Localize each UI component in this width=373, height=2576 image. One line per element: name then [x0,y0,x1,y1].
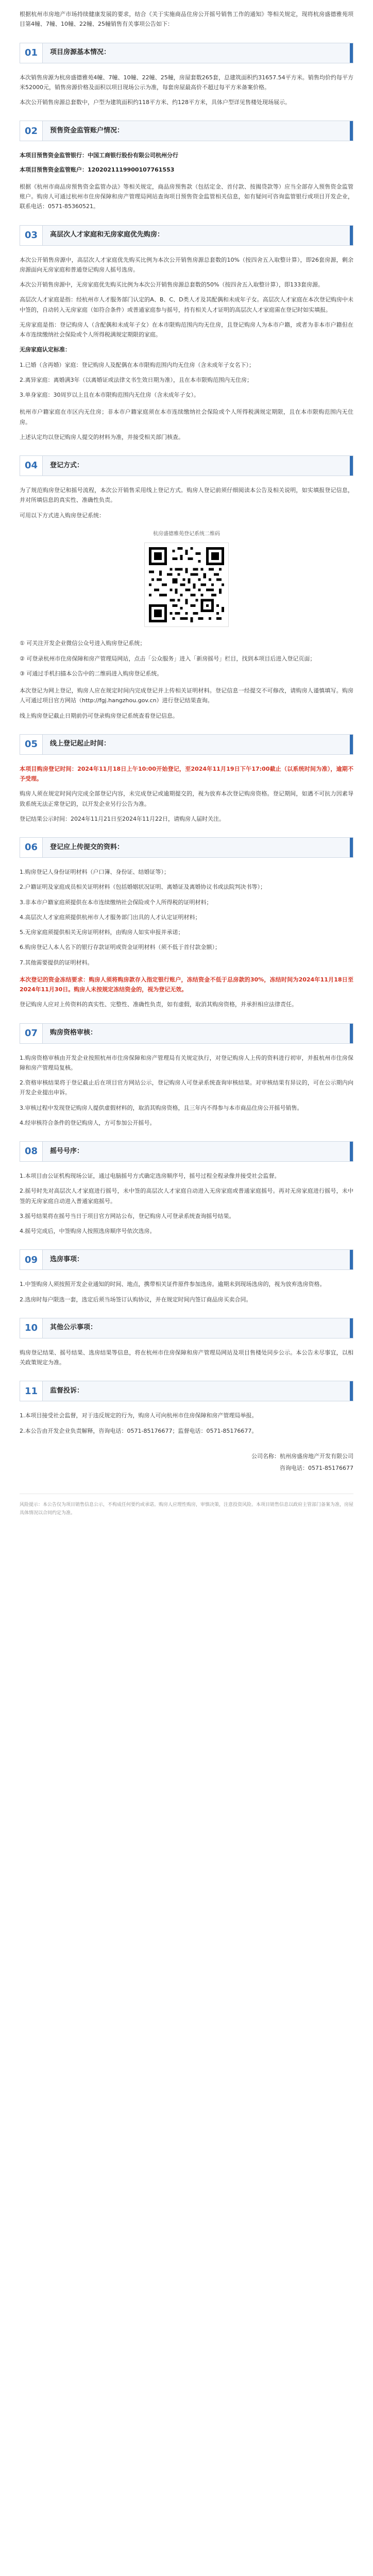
s3-paragraph-2: 本次公开销售房源中，无房家庭优先购买比例为本次公开销售房源总套数的50%（按四舍五入取整计算），即133套房源。 [20,281,324,288]
section-header-8 [20,1141,353,1162]
s3-paragraph-1: 本次公开销售房源中，高层次人才家庭优先购买比例为本次公开销售房源总套数的10%（按四舍五入取整计算），即26套房源，剩余房源面向无房家庭和普通登记购房人摇号选房。 [20,256,353,273]
section-title: 线上登记起止时间： [50,740,111,748]
section-number: 10 [20,1318,43,1338]
section-accent-bar [350,1024,353,1043]
s6-paragraph-2: 登记购房人应对上传资料的真实性、完整性、准确性负责，如有虚假，取消其购房资格，并承担相应法律责任。 [20,1001,297,1008]
section-accent-bar [350,121,353,141]
list-item: 4.经审核符合条件的登记购房人，方可参加公开摇号。 [20,1119,156,1126]
section-title: 高层次人才家庭和无房家庭优先购房： [50,231,164,239]
s6-paragraph-1: 本次登记的资金冻结要求：购房人须将购房款存入指定银行账户，冻结资金不低于总房款的30%，冻结时间为2024年11月18日至2024年11月30日。购房人未按规定冻结资金的，视为登记无效。 [20,976,353,993]
section-title: 登记应上传提交的资料： [50,843,124,851]
section-number: 11 [20,1381,43,1401]
section-number: 06 [20,838,43,857]
section-header-6 [20,837,353,858]
list-item: 3.摇号结果将在摇号当日于项目官方网站公布，登记购房人可登录系统查询摇号结果。 [20,1212,235,1219]
escrow-bank [20,150,353,160]
s2-paragraph-1: 根据《杭州市商品房预售资金监管办法》等相关规定，商品房预售款（包括定金、首付款、按揭贷款等）应当全部存入预售资金监管账户。购房人可通过杭州市住房保障和房产管理局网站查询项目预售资金监管相关信息，如有疑问可咨询监管银行或项目开发企业，联系电话：0571-85360521。 [20,183,353,210]
qr-block [20,530,353,628]
s3-paragraph-3: 高层次人才家庭是指：经杭州市人才服务部门认定的A、B、C、D类人才及其配偶和未成年子女。高层次人才家庭在本次登记购房中未中签的，自动转入无房家庭（如符合条件）或普通家庭参与摇号，持有相关人才证明的高层次人才家庭需在登记时如实填报。 [20,296,353,313]
s1-paragraph-2: 本次公开销售房源总套数中，户型为建筑面积约118平方米、约128平方米，具体户型详见售楼处现场展示。 [20,99,291,106]
list-item: 1.本项目接受社会监督，对于违反规定的行为，购房人可向杭州市住房保障和房产管理局举报。 [20,1412,258,1419]
footer-note: 风险提示：本公告仅为项目销售信息公示，不构成任何要约或承诺。购房人应理性购房，审慎决策，注意投资风险。本项目销售信息以政府主管部门备案为准，房屋具体情况以合同约定为准。 [20,1494,353,1517]
s5-paragraph-3: 登记结果公示时间：2024年11月21日至2024年11月22日，请购房人届时关注。 [20,815,225,822]
section-title: 摇号号序： [50,1147,84,1155]
section-header-11 [20,1381,353,1401]
s3-paragraph-5: 无房家庭认定标准： [20,346,71,353]
list-item: 1.购房登记人身份证明材料（户口簿、身份证、结婚证等）； [20,869,169,875]
section-number: 05 [20,735,43,754]
section-number: 08 [20,1142,43,1161]
list-item: 7.其他需要提供的证明材料。 [20,959,93,966]
section-title: 其他公示事项： [50,1324,97,1332]
section-title: 登记方式： [50,461,84,469]
list-item: 2.本公告由开发企业负责解释，咨询电话：0571-85176677；监督电话：0571-85176677。 [20,1427,258,1434]
s6-list [20,867,353,968]
section-header-1 [20,43,353,63]
qr-caption: 杭房盛德雅苑登记系统二维码 [153,531,220,537]
list-item: 6.购房登记人本人名下的银行存款证明或资金证明材料（须不低于首付款金额）； [20,944,221,951]
list-item: 2.摇号时先对高层次人才家庭进行摇号，未中签的高层次人才家庭自动进入无房家庭或普通家庭摇号。再对无房家庭进行摇号，未中签的无房家庭自动进入普通家庭摇号。 [20,1188,353,1205]
s4-paragraph-2: 可用以下方式进入购房登记系统： [20,512,105,519]
section-number: 02 [20,121,43,141]
list-item: 1.购房资格审核由开发企业按照杭州市住房保障和房产管理局有关规定执行，对登记购房人上传的资料进行初审，并报杭州市住房保障和房产管理局复核。 [20,1054,353,1071]
s4-paragraph-3: 本次登记为网上登记，购房人应在规定时间内完成登记并上传相关证明材料。登记信息一经提交不可修改，请购房人谨慎填写。购房人可通过项目官方网站（http://fgj.hangzhou.gov.cn）进行登记结果查询。 [20,687,353,704]
s7-list [20,1053,353,1128]
s11-list [20,1411,353,1436]
s5-paragraph-1: 本项目购房登记时间：2024年11月18日上午10:00开始登记，至2024年11月19日下午17:00截止（以系统时间为准），逾期不予受理。 [20,765,353,782]
list-item: 4.高层次人才家庭须提供杭州市人才服务部门出具的人才认定证明材料； [20,913,201,921]
escrow-account [20,165,353,175]
s8-list [20,1171,353,1236]
escrow-account-info [20,150,353,175]
section-accent-bar [350,735,353,754]
intro-paragraph: 根据杭州市房地产市场持续健康发展的要求，结合《关于实施商品住房公开摇号销售工作的通知》等相关规定，现将杭房盛德雅苑项目第4幢、7幢、10幢、22幢、25幢销售有关事项公告如下： [20,11,353,28]
escrow-bank-value: 中国工商银行股份有限公司杭州分行 [88,152,178,159]
section-number: 03 [20,226,43,245]
intro [20,0,353,29]
escrow-account-value: 1202021119900107761553 [88,166,175,173]
list-item: 2.离异家庭：离婚满3年（以离婚证或法律文书生效日期为准），且在本市限购范围内无住房； [20,376,252,383]
s1-paragraph-1: 本次销售房源为杭房盛德雅苑4幢、7幢、10幢、22幢、25幢，房屋套数265套，总建筑面积约31657.54平方米。销售均价约每平方米52000元，销售房源价格及面积以项目现场公示为准，每套房屋最高价不超过每平方米备案价格。 [20,74,353,91]
list-item: 3.审核过程中发现登记购房人提供虚假材料的，取消其购房资格，且三年内不得参与本市商品住房公开摇号销售。 [20,1104,303,1111]
s3-paragraph-4: 无房家庭是指：登记购房人（含配偶和未成年子女）在本市限购范围内均无住房，且登记购房人为本市户籍，或者为非本市户籍但在本市连续缴纳社会保险或个人所得税满规定期限的家庭。 [20,321,353,338]
s9-list [20,1279,353,1304]
section-accent-bar [350,838,353,857]
section-number: 01 [20,43,43,63]
list-item: ① 可关注开发企业微信公众号进入购房登记系统； [20,640,146,647]
list-item: 2.选房时每户限选一套，选定后须当场签订认购协议，并在规定时间内签订商品房买卖合同。 [20,1296,252,1303]
section-header-2 [20,121,353,141]
list-item: 4.摇号完成后，中签购房人按照选房顺序号依次选房。 [20,1228,156,1234]
list-item: 1.已婚（含再婚）家庭：登记购房人及配偶在本市限购范围内均无住房（含未成年子女名下）； [20,361,255,368]
s4-paragraph-1: 为了规范购房登记和摇号流程，本次公开销售采用线上登记方式。购房人登记前须仔细阅读本公告及相关说明，如实填报登记信息，并对所填信息的真实性、准确性负责。 [20,487,353,504]
list-item: 2.户籍证明及家庭成员相关证明材料（包括婚姻状况证明、离婚证及离婚协议书或法院判决书等）； [20,884,266,891]
s4-paragraph-4: 线上购房登记截止日期前仍可登录购房登记系统查看登记信息。 [20,712,178,719]
section-title: 选房事项： [50,1255,84,1263]
section-number: 07 [20,1024,43,1043]
section-accent-bar [350,456,353,476]
escrow-account-label: 本项目预售资金监管账户： [20,166,88,173]
s3-paragraph-6: 杭州市户籍家庭在市区内无住房；非本市户籍家庭须在本市连续缴纳社会保险或个人所得税满规定期限，且在本市限购范围内无住房。 [20,409,353,426]
list-item: 5.无房家庭须提供相关无房证明材料，由购房人如实申报并承诺； [20,929,184,936]
list-item: 3.非本市户籍家庭须提供在本市连续缴纳社会保险或个人所得税的证明材料； [20,899,212,906]
section-accent-bar [350,43,353,63]
section-number: 09 [20,1250,43,1269]
list-item: 1.本项目由公证机构现场公证，通过电脑摇号方式确定选房顺序号，摇号过程全程录像并接受社会监督。 [20,1173,280,1179]
s4-list [20,638,353,679]
list-item: ② 可登录杭州市住房保障和房产管理局网站，点击「公众服务」进入「新房摇号」栏目，找到本项目后进入登记页面； [20,655,316,662]
section-accent-bar [350,1142,353,1161]
section-header-9 [20,1249,353,1270]
qr-code-icon[interactable] [144,543,229,627]
list-item: 2.资格审核结果将于登记截止后在项目官方网站公示，登记购房人可登录系统查询审核结果。对审核结果有异议的，可在公示期内向开发企业提出申诉。 [20,1079,353,1096]
section-header-5 [20,734,353,755]
signature-company: 公司名称：杭州房盛房地产开发有限公司 [251,1452,353,1460]
list-item: 3.单身家庭：30周岁以上且在本市限购范围内无住房（含未成年子女）。 [20,392,199,398]
section-title: 项目房源基本情况： [50,48,111,57]
section-title: 预售资金监管账户情况： [50,126,124,134]
s3-paragraph-7: 上述认定均以登记购房人提交的材料为准，并接受相关部门核查。 [20,433,184,440]
section-accent-bar [350,1381,353,1401]
signature-block [20,1451,353,1473]
section-accent-bar [350,1250,353,1269]
section-accent-bar [350,1318,353,1338]
section-header-10 [20,1318,353,1338]
signature-phone: 咨询电话：0571-85176677 [280,1465,353,1471]
section-header-3 [20,225,353,246]
section-title: 购房资格审核： [50,1029,97,1037]
s10-paragraph-1: 购房登记结果、摇号结果、选房结果等信息，将在杭州市住房保障和房产管理局网站及项目售楼处同步公示。本公告未尽事宜，以相关政策规定为准。 [20,1349,353,1366]
list-item: 1.中签购房人须按照开发企业通知的时间、地点，携带相关证件原件参加选房。逾期未到现场选房的，视为放弃选房资格。 [20,1281,326,1288]
s3-list [20,360,353,400]
section-header-4 [20,455,353,476]
qr-code-graphic [149,547,224,622]
section-number: 04 [20,456,43,476]
section-title: 监督投诉： [50,1386,84,1395]
s5-paragraph-2: 购房人须在规定时间内完成全部登记内容，未完成登记或逾期提交的，视为放弃本次登记购房资格。登记期间，如遇不可抗力因素导致系统无法正常登记的，以开发企业另行公告为准。 [20,790,353,807]
section-accent-bar [350,226,353,245]
section-header-7 [20,1023,353,1044]
list-item: ③ 可通过手机扫描本公告中的二维码进入购房登记系统。 [20,670,163,677]
escrow-bank-label: 本项目预售资金监管银行： [20,152,88,159]
